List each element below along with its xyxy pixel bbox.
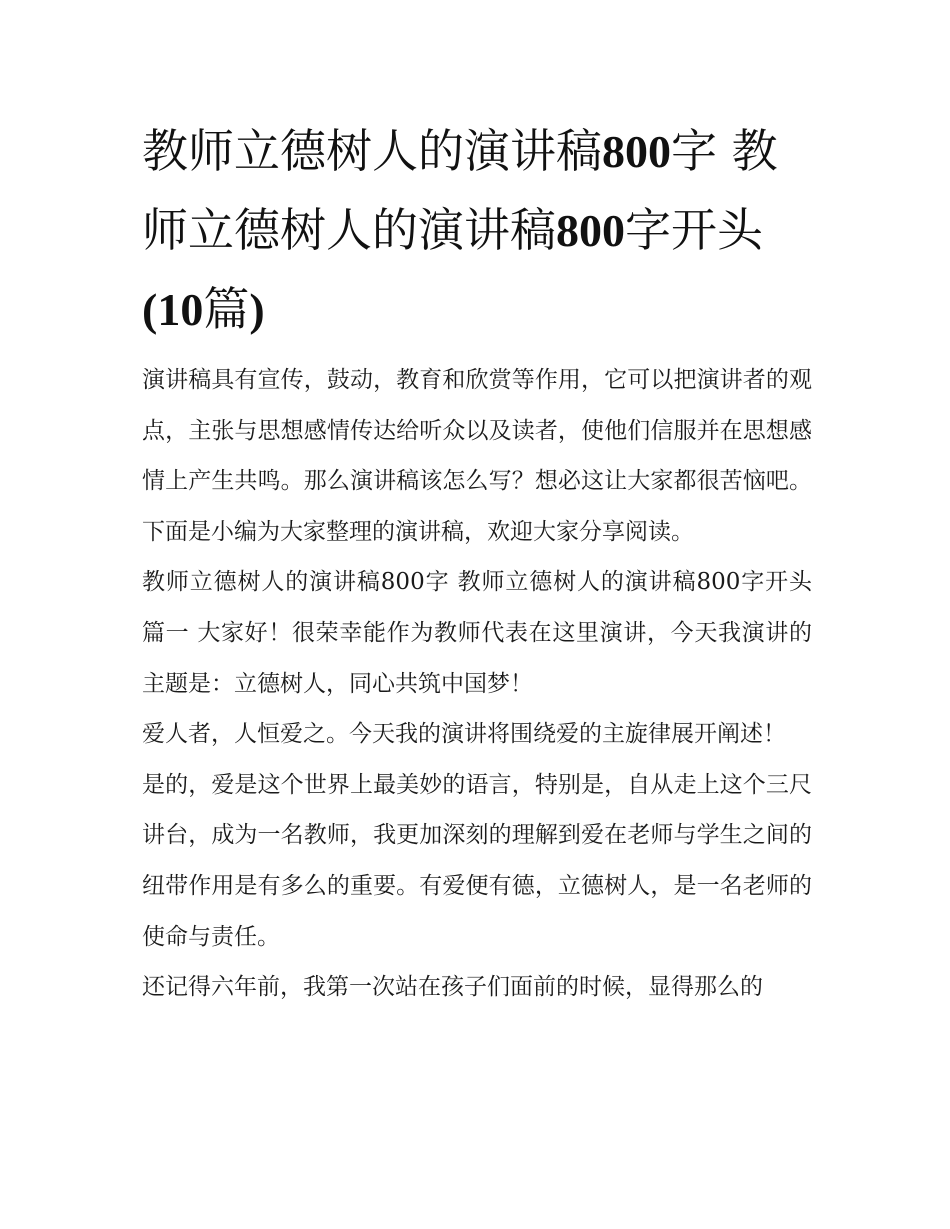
paragraph-1: 教师立德树人的演讲稿800字 教师立德树人的演讲稿800字开头篇一 大家好！很荣幸能作为教师代表在这里演讲，今天我演讲的主题是：立德树人，同心共筑中国梦！ [142,569,812,697]
title-number: 800 [556,205,625,256]
title-number: ) [249,284,265,335]
paragraph-intro: 演讲稿具有宣传，鼓动，教育和欣赏等作用，它可以把演讲者的观点，主张与思想感情传达给听众以及读者，使他们信服并在思想感情上产生共鸣。那么演讲稿该怎么写？想必这让大家都很苦恼吧。下面是小编为大家整理的演讲稿，欢迎大家分享阅读。 [142,367,812,545]
paragraph-4: 还记得六年前，我第一次站在孩子们面前的时候，显得那么的 [142,974,763,1001]
title-number: (10 [142,284,204,335]
document-title: 教师立德树人的演讲稿800字 教师立德树人的演讲稿800字开头(10篇) [142,124,778,336]
paragraph-3: 是的，爱是这个世界上最美妙的语言，特别是，自从走上这个三尺讲台，成为一名教师，我更加深刻的理解到爱在老师与学生之间的纽带作用是有多么的重要。有爱便有德，立德树人，是一名老师的使命与责任。 [142,771,812,950]
paragraph-2: 爱人者，人恒爱之。今天我的演讲将围绕爱的主旋律展开阐述！ [142,721,786,748]
document-page [142,112,812,1013]
title-number: 800 [602,126,671,177]
